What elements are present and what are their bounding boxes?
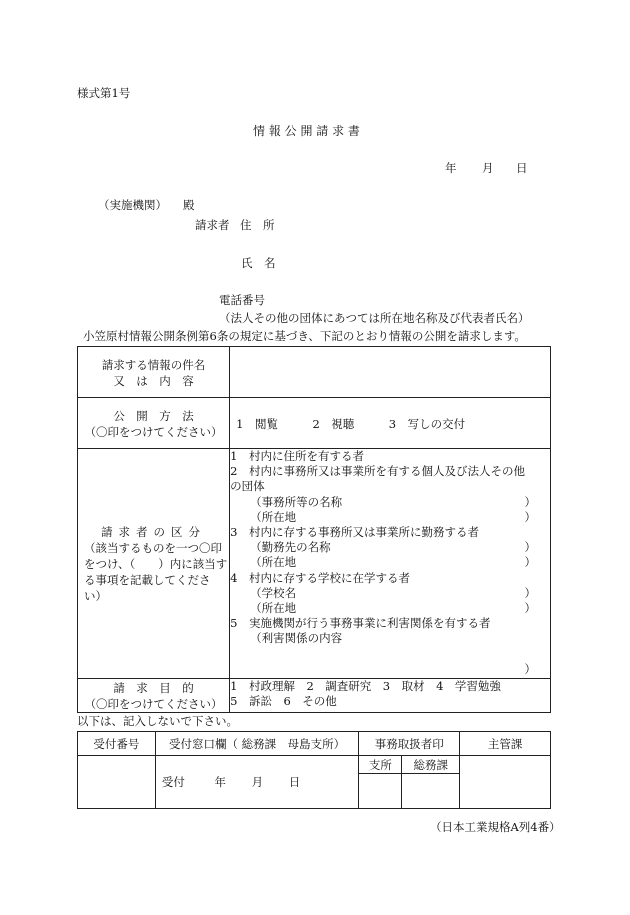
form-number: 様式第1号 [77, 86, 131, 100]
category-desc-line: （該当するものを一つ〇印 [84, 541, 222, 555]
category-option-2: 2 村内に事務所又は事業所を有する個人及び法人その他 [230, 464, 525, 479]
purpose-label [78, 679, 230, 713]
category-desc-line: る事項を記載してくださ [84, 573, 211, 587]
school-address-label: （所在地 [250, 601, 297, 616]
office-address-line [230, 510, 550, 525]
received-year: 年 [214, 775, 226, 789]
received-day: 日 [288, 775, 301, 789]
subject-label [78, 347, 230, 398]
school-name-line [230, 586, 550, 601]
handler-seal-header: 事務取扱者印 [359, 732, 460, 756]
method-label [78, 398, 230, 449]
general-affairs-header: 総務課 [402, 756, 460, 774]
do-not-fill-note: 以下は、記入しないで下さい。 [77, 714, 238, 728]
phone-label: 電話番号 [219, 293, 265, 307]
school-address-line [230, 601, 550, 616]
purpose-options-row2: 5 訴訟 6 その他 [230, 694, 337, 709]
corporation-note: （法人その他の団体にあつては所在地名称及び代表者氏名） [219, 311, 530, 325]
method-label-line2: （〇印をつけてください） [84, 425, 223, 439]
category-label-desc [78, 540, 229, 604]
workplace-address-line [230, 555, 550, 570]
receipt-number-header: 受付番号 [78, 732, 156, 756]
category-option-3: 3 村内に存する事務所又は事業所に勤務する者 [230, 525, 479, 540]
purpose-label-line2: （〇印をつけてください） [84, 697, 223, 711]
category-option-2-cont: の団体 [230, 479, 265, 494]
request-form-table [77, 346, 551, 713]
intro-text: 小笠原村情報公開条例第6条の規定に基づき、下記のとおり情報の公開を請求します。 [83, 329, 526, 343]
received-label: 受付 [161, 775, 185, 789]
category-row [78, 449, 551, 679]
category-option-4: 4 村内に存する学校に在学する者 [230, 570, 410, 585]
close-paren: ） [524, 540, 536, 555]
receipt-number-cell[interactable] [78, 756, 156, 809]
branch-office-seal-cell[interactable] [359, 774, 402, 809]
purpose-field[interactable] [230, 679, 551, 713]
close-paren: ） [524, 601, 536, 616]
interest-content-line: （利害関係の内容 [250, 631, 343, 646]
branch-office-header: 支所 [359, 756, 402, 774]
blank-line [230, 647, 550, 662]
office-name-line [230, 495, 550, 510]
office-header-row [78, 732, 551, 756]
purpose-options-row1: 1 村政理解 2 調査研究 3 取材 4 学習勉強 [230, 679, 501, 693]
name-label: 氏 名 [241, 256, 276, 270]
date-day: 日 [516, 161, 528, 175]
requester-label: 請求者 [195, 218, 230, 232]
purpose-label-line1: 請 求 目 的 [113, 681, 194, 695]
close-paren: ） [524, 494, 536, 509]
workplace-name-line [230, 540, 550, 555]
subject-label-line2: 又 は 内 容 [113, 374, 194, 388]
supervising-dept-cell[interactable] [460, 756, 551, 809]
office-address-label: （所在地 [250, 509, 297, 524]
subject-row [78, 347, 551, 398]
category-field[interactable] [230, 449, 551, 679]
subject-field[interactable] [230, 347, 551, 398]
category-label-title: 請求者の区分 [101, 525, 207, 539]
general-affairs-seal-cell[interactable] [402, 774, 460, 809]
method-row [78, 398, 551, 449]
close-paren: ） [524, 585, 536, 600]
document-title: 情 報 公 開 請 求 書 [253, 124, 360, 138]
close-paren: ） [524, 555, 536, 570]
supervising-dept-header: 主管課 [460, 732, 551, 756]
received-month: 月 [251, 775, 264, 789]
workplace-name-label: （勤務先の名称 [250, 540, 331, 555]
footer-paper-size: （日本工業規格A列4番） [430, 820, 561, 834]
school-name-label: （学校名 [250, 585, 297, 600]
method-options: 1 閲覧 2 視聴 3 写しの交付 [236, 417, 466, 431]
category-option-1: 1 村内に住所を有する者 [230, 449, 364, 463]
subject-label-line1: 請求する情報の件名 [101, 358, 206, 372]
method-label-line1: 公 開 方 法 [113, 409, 194, 423]
office-name-label: （事務所等の名称 [250, 494, 343, 509]
date-year: 年 [445, 161, 457, 175]
method-field[interactable] [230, 398, 551, 449]
category-desc-line: い） [84, 589, 107, 603]
received-date-cell[interactable] [155, 756, 359, 809]
purpose-row [78, 679, 551, 713]
category-option-5: 5 実施機関が行う事務事業に利害関係を有する者 [230, 616, 491, 631]
reception-window-header: 受付窓口欄（ 総務課 母島支所） [155, 732, 359, 756]
recipient-label: （実施機関） [98, 198, 167, 212]
close-paren: ） [524, 661, 536, 676]
workplace-address-label: （所在地 [250, 555, 297, 570]
category-label [78, 449, 230, 679]
close-paren: ） [524, 509, 536, 524]
office-use-table [77, 731, 551, 809]
date-month: 月 [482, 161, 494, 175]
office-subheader-row [78, 756, 551, 774]
honorific: 殿 [183, 198, 195, 212]
address-label: 住 所 [240, 218, 275, 232]
category-desc-line: をつけ、（ ）内に該当す [84, 557, 228, 571]
